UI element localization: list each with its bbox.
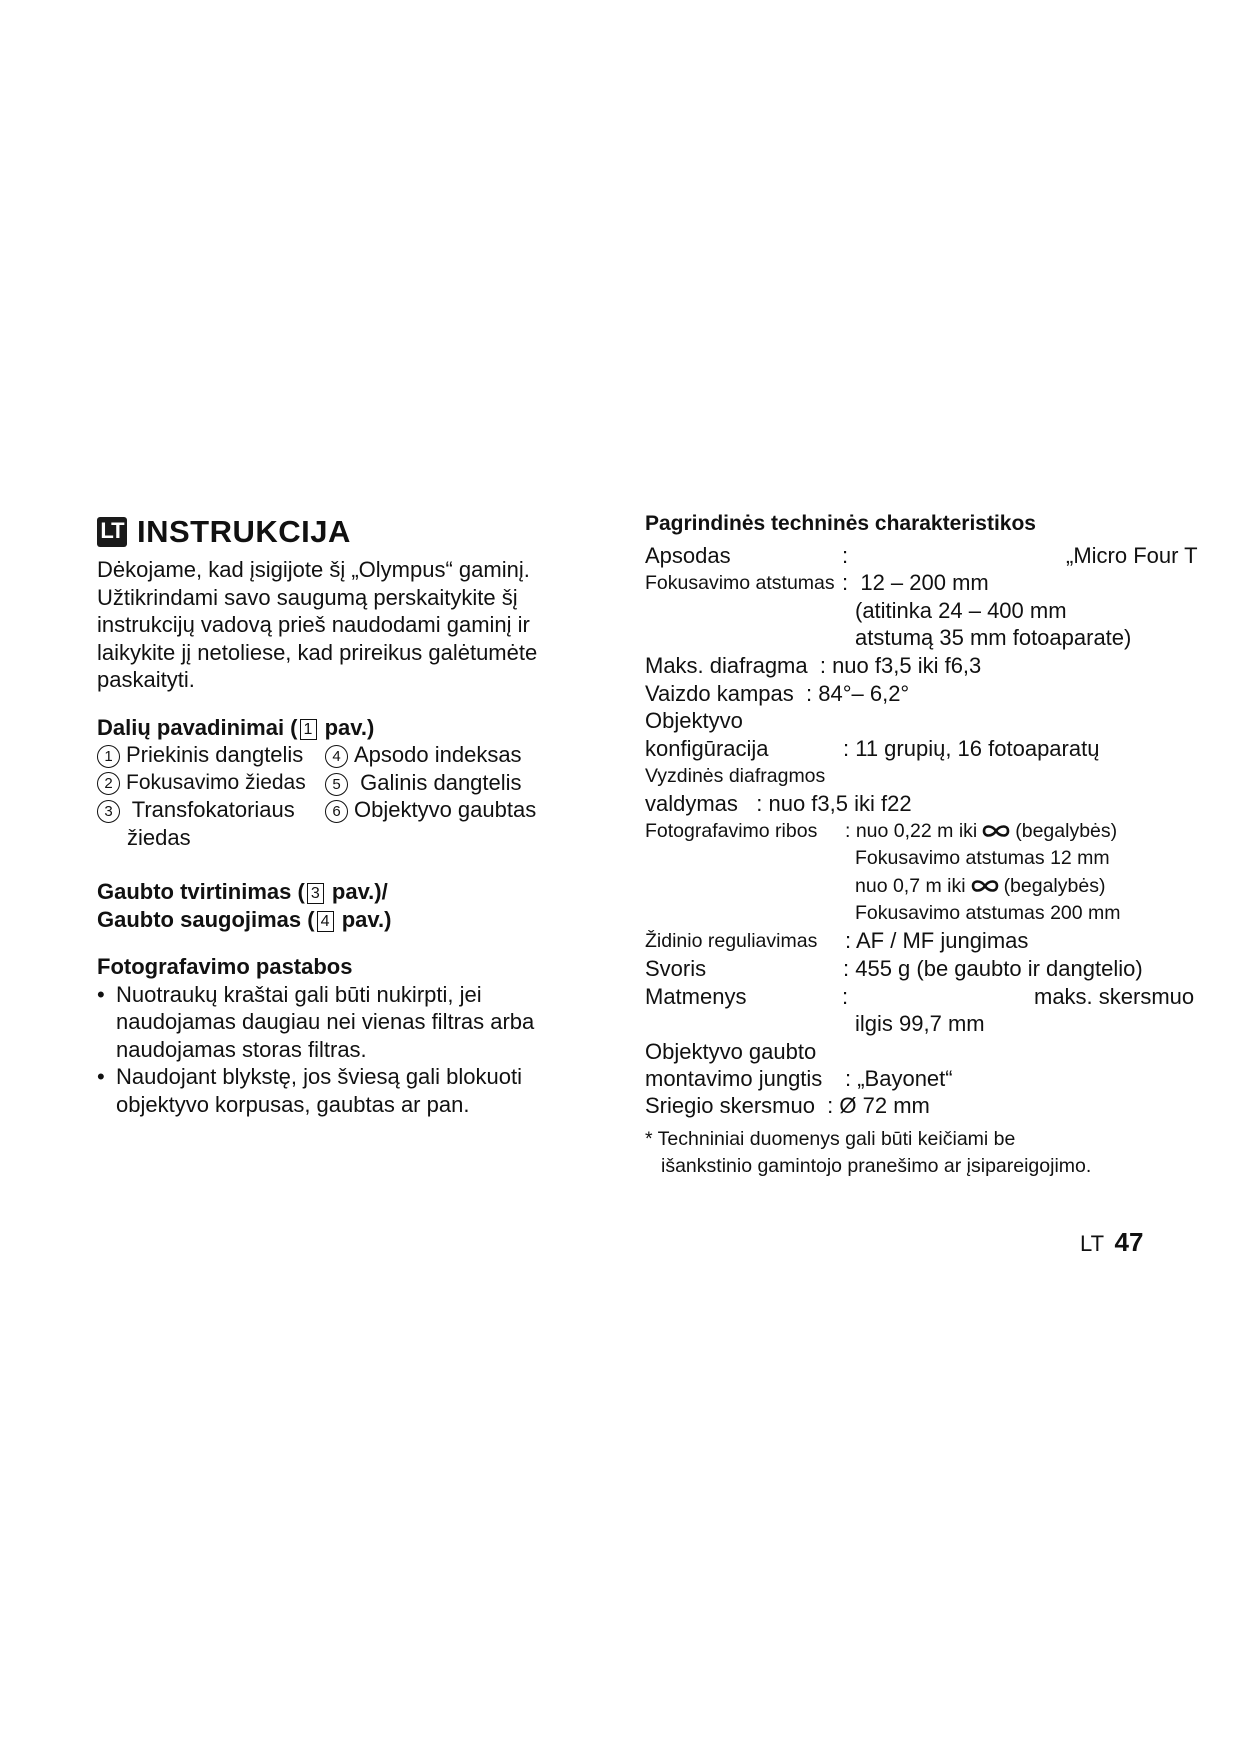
note-line: naudojamas storas filtras. xyxy=(116,1036,367,1062)
part-number: 4 xyxy=(325,745,348,768)
hood-heading-text: Gaubto tvirtinimas ( xyxy=(97,879,305,904)
parts-heading-text: Dalių pavadinimai ( xyxy=(97,714,298,740)
parts-row xyxy=(97,769,597,797)
spec-value-dims: maks. skersmuo xyxy=(1034,984,1195,1009)
hood-heading xyxy=(97,878,597,933)
spec-value-focal: : 12 – 200 mm xyxy=(842,570,989,595)
infinity-icon xyxy=(981,824,1011,838)
spec-value-mount: „Micro Four T xyxy=(1066,543,1198,568)
intro-line: paskaityti. xyxy=(97,667,195,692)
spec-label-range: Fotografavimo ribos xyxy=(645,820,818,842)
spec-note-focal: (atitinka 24 – 400 mm xyxy=(855,598,1067,623)
spec-label-config: Objektyvo xyxy=(645,708,743,733)
language-badge: LT xyxy=(97,517,127,547)
note-line: Naudojant blykstę, jos šviesą gali blokuoti xyxy=(116,1064,523,1089)
figure-ref-box: 4 xyxy=(317,911,334,932)
part-number: 1 xyxy=(97,745,120,768)
part-label: Galinis dangtelis xyxy=(354,769,522,795)
spec-colon: : xyxy=(842,543,849,568)
page-footer xyxy=(1080,1227,1143,1258)
part-label: Transfokatoriaus xyxy=(126,797,295,822)
note-item xyxy=(97,981,597,1064)
part-number: 6 xyxy=(325,800,348,823)
spec-value-range xyxy=(845,820,1117,843)
parts-heading xyxy=(97,714,597,742)
spec-label-hood: montavimo jungtis xyxy=(645,1066,823,1091)
intro-line: Dėkojame, kad įsigijote šį „Olympus“ gaminį. xyxy=(97,557,530,582)
range-text: (begalybės) xyxy=(1003,875,1106,897)
spec-value-config: : 11 grupių, 16 fotoaparatų xyxy=(843,736,1100,761)
hood-heading-suffix: pav.) xyxy=(335,906,392,932)
spec-thread: Sriegio skersmuo : Ø 72 mm xyxy=(645,1093,930,1118)
intro-line: Užtikrindami savo saugumą perskaitykite šį xyxy=(97,584,518,610)
figure-ref-box: 1 xyxy=(300,719,317,740)
intro-line: instrukcijų vadovą prieš naudodami gaminį ir xyxy=(97,612,530,637)
bullet-icon: • xyxy=(97,981,105,1007)
spec-value-focus: : AF / MF jungimas xyxy=(845,928,1029,953)
spec-label-dims: Matmenys xyxy=(645,984,747,1009)
spec-label-config: konfigūracija xyxy=(645,736,769,761)
spec-label-weight: Svoris xyxy=(645,956,707,981)
part-label: Fokusavimo žiedas xyxy=(126,770,306,794)
specs-footnote: * Techniniai duomenys gali būti keičiami be xyxy=(645,1128,1016,1150)
parts-row-continuation xyxy=(97,824,597,852)
parts-heading-suffix: pav.) xyxy=(318,714,375,740)
spec-label-mount: Apsodas xyxy=(645,543,731,568)
bullet-icon: • xyxy=(97,1064,105,1089)
spec-label-focus: Židinio reguliavimas xyxy=(645,930,818,952)
spec-value-hood: : „Bayonet“ xyxy=(845,1066,953,1091)
intro-paragraph xyxy=(97,556,597,694)
range-text: : nuo 0,22 m iki xyxy=(845,820,978,842)
part-number: 5 xyxy=(325,773,348,796)
range-text: (begalybės) xyxy=(1015,820,1118,842)
spec-value-weight: : 455 g (be gaubto ir dangtelio) xyxy=(843,956,1143,981)
specs-footnote: išankstinio gamintojo pranešimo ar įsipareigojimo. xyxy=(661,1155,1092,1177)
left-column xyxy=(97,512,597,1118)
spec-note-range: Fokusavimo atstumas 200 mm xyxy=(855,902,1121,924)
parts-row xyxy=(97,796,597,824)
note-line: objektyvo korpusas, gaubtas ar pan. xyxy=(116,1091,470,1117)
spec-value-range xyxy=(855,875,1105,898)
specs-heading: Pagrindinės techninės charakteristikos xyxy=(645,512,1036,535)
spec-colon: : xyxy=(842,984,849,1009)
note-item xyxy=(97,1063,597,1118)
intro-line: laikykite jį netoliese, kad prireikus galėtumėte xyxy=(97,639,538,665)
page-title: INSTRUKCIJA xyxy=(137,514,351,549)
spec-note-focal: atstumą 35 mm fotoaparate) xyxy=(855,625,1132,650)
spec-note-range: Fokusavimo atstumas 12 mm xyxy=(855,847,1110,869)
notes-heading: Fotografavimo pastabos xyxy=(97,954,353,979)
infinity-icon xyxy=(970,879,1000,893)
spec-value-iris: valdymas : nuo f3,5 iki f22 xyxy=(645,791,912,816)
hood-heading-suffix: pav.)/ xyxy=(325,879,388,904)
part-label: Priekinis dangtelis xyxy=(126,742,304,767)
spec-angle: Vaizdo kampas : 84°– 6,2° xyxy=(645,681,910,706)
page-number: 47 xyxy=(1114,1227,1144,1257)
parts-row xyxy=(97,741,597,769)
part-label: Apsodo indeksas xyxy=(354,742,522,767)
spec-value-dims: ilgis 99,7 mm xyxy=(855,1011,985,1036)
note-line: Nuotraukų kraštai gali būti nukirpti, jei xyxy=(116,981,482,1007)
part-number: 2 xyxy=(97,772,120,795)
note-line: naudojamas daugiau nei vienas filtras arba xyxy=(116,1009,535,1034)
spec-label-focal: Fokusavimo atstumas xyxy=(645,572,835,594)
spec-label-iris: Vyzdinės diafragmos xyxy=(645,765,826,787)
part-label: žiedas xyxy=(127,824,191,850)
spec-aperture: Maks. diafragma : nuo f3,5 iki f6,3 xyxy=(645,653,982,678)
title-row xyxy=(97,512,597,552)
hood-heading-text: Gaubto saugojimas ( xyxy=(97,906,315,932)
figure-ref-box: 3 xyxy=(307,883,324,904)
footer-language: LT xyxy=(1080,1231,1105,1256)
part-number: 3 xyxy=(97,800,120,823)
part-label: Objektyvo gaubtas xyxy=(354,797,537,822)
spec-label-hood: Objektyvo gaubto xyxy=(645,1039,817,1064)
range-text: nuo 0,7 m iki xyxy=(855,875,966,897)
